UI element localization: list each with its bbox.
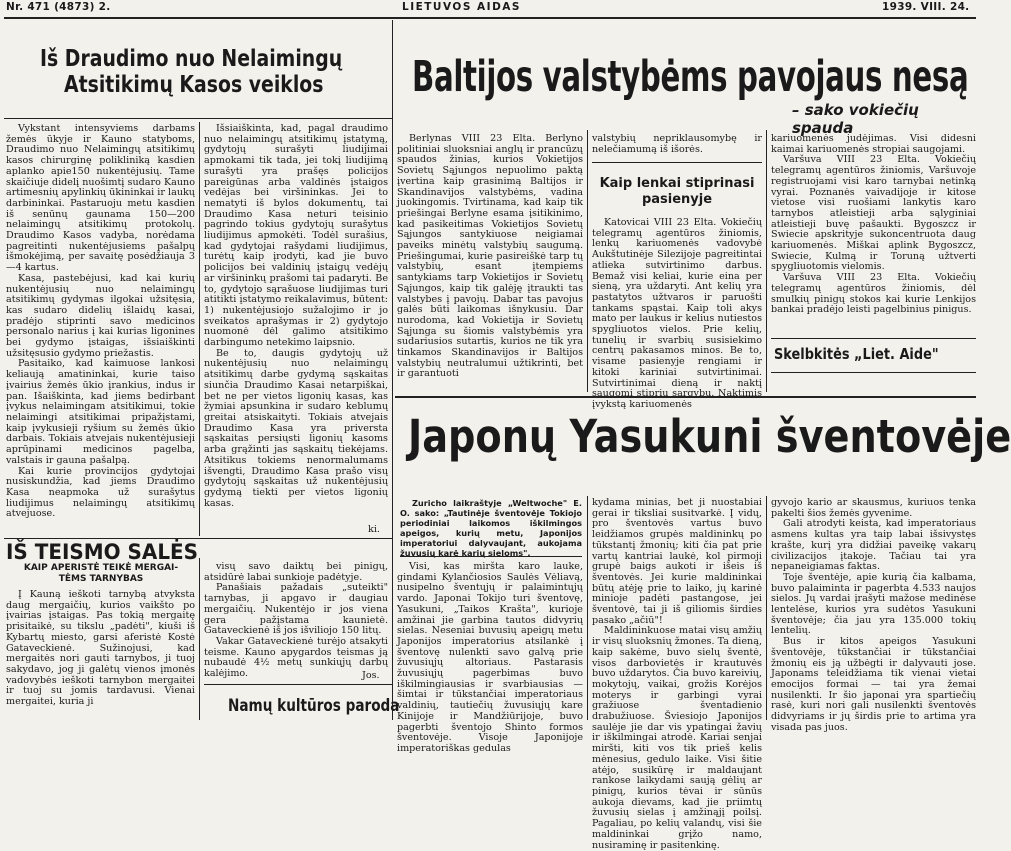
- column-divider: [199, 122, 200, 536]
- court-column-1: [6, 590, 195, 720]
- subhead-line: pasienyje: [641, 192, 713, 207]
- paragraph: Bus ir kitos apeigos Yasukuni šventovėje, tūkstančiai ir tūkstančiai žmonių eis ją užbėgti ir dalyvauti jose. Japonams teleidžiama tik vienai vietai emocijos formai — tai yra žemai nusilenkti. Ir šio japonai yra spartiečių rasė, kuri nori gali nusilenkti šventovės didvyriams ir jų širdis prie to artima yra visada pas juos.: [771, 636, 976, 733]
- issue-number: Nr. 471 (4873) 2.: [6, 1, 111, 13]
- poles-subheadline: [592, 176, 762, 208]
- headline-line: Iš Draudimo nuo Nelaimingų: [40, 46, 343, 72]
- paragraph: Kasa, pastebėjusi, kad kai kurių nukentėjusių nuo nelaimingų atsitikimų gydymas ilgokai užsitęsia, kas sudaro didelių išlaidų kasai, pradėjo stiprinti savo medicinos personalo narius į kai kurias ligonines bei gydymo įstaigas, išsiaiškinti užsitęsusio gydymo priežastis.: [6, 272, 195, 359]
- section-rule: [4, 538, 392, 539]
- paragraph: Varšuva VIII 23 Elta. Vokiečių telegramų agentūros žiniomis, dėl smulkių pinigų stokos kai kurie Lenkijos bankai pradėjo leisti pagelbinius pinigus.: [771, 272, 976, 316]
- court-section-title: IŠ TEISMO SALĖS: [6, 540, 199, 564]
- advertise-banner: Skelbkitės „Liet. Aide": [774, 345, 939, 363]
- paragraph: Katovicai VIII 23 Elta. Vokiečių telegramų agentūros žiniomis, lenkų kariuomenės vadovybė Aukštutinėje Silezijoje pagreitintai atlieka sutvirtinimo darbus. Bemaž visi keliai, kurie eina per sieną, yra uždaryti. Ant kelių yra pastatytos užtvaros ir paruošti tankams spąstai. Kaip toli akys mato per laukus ir kelius nutiestos spygliuotos vielos. Prie kelių, tunelių ir svarbių susisiekimo centrų pakasamos minos. Be to, visame pasienyje rengiami ir kitoki kariniai sutvirtinimai. Sutvirtinimai dieną ir naktį saugomi stiprių sargybų. Naktimis įvykstą kariuomenės: [592, 217, 762, 410]
- subhead-line: Kaip lenkai stiprinasi: [599, 176, 755, 191]
- column-divider: [587, 496, 588, 720]
- issue-date: 1939. VIII. 24.: [882, 1, 970, 13]
- masthead-rule: [4, 17, 976, 19]
- paragraph: Maldininkuose matai visų amžių ir visų sluoksnių žmones. Ta dieną, kaip sakėme, buvo sielų šventė, visos darbovietės ir krautuvės buvo uždarytos. Čia buvo kareivių, mokytojų, vaikai, grožis Korėjos moterys ir garbingi vyrai gražiuose šventadienio drabužiuose. Šviesiojo Japonijos saulėje jie dar vis ypatingai žavių ir iškilmingai atrodė. Kariai senjai miršti, kiti vos tik prieš kelis mėnesius, gedulo laike. Visi šitie atėjo, susikūrę ir maldaujant rankose laikydami saują gėlių ar pinigų, kurios tėvai ir sūnūs aukoja dievams, kad jie priimtų žuvusių sielas į amžinąjį poilsį. Pagaliau, po kelių valandų, visi šie maldininkai grįžo namo, nusiraminę ir pasitenkinę.: [592, 625, 762, 851]
- insurance-signature: ki.: [368, 524, 380, 535]
- baltic-column-3: [771, 134, 976, 336]
- newspaper-name: LIETUVOS AIDAS: [402, 1, 521, 13]
- paragraph: Visi, kas miršta karo lauke, gindami Kylančiosios Saulės Vėliavą, nusipelno šventųjų ir palaimintųjų vardo. Japonai Tokijo turi šventovę, Yasukuni, „Taikos Krašta", kurioje amžinai jie garbina tautos didvyrių sielas. Neseniai buvusių apeigų metu Japonijos imperatorius atsilankė į šventovę nulenkti savo galvą prie žuvusiųjų altoriaus. Pastarasis žuvusiųjų pagerbimas buvo iškilmingiausias ir svarbiausias — šimtai ir tūkstančiai imperatoriaus valdinių, tautiečių žuvusiųjų kare Kinijoje ir Mandžiūrijoje, buvo pagerbti šventojo Shinto formos šventovėje. Visoje Japonijoje imperatoriškas gedulas: [397, 561, 583, 754]
- paragraph: gyvojo kario ar skausmus, kuriuos tenka pakelti šios žemės gyvenime.: [771, 497, 976, 519]
- column-divider: [587, 130, 588, 392]
- paragraph: Toje šventėje, apie kurią čia kalbama, buvo palaiminta ir pagerbta 4.533 naujos sielos. Jų vardai įrašyti mažose medinėse lentelėse, kurios yra sudėtos Yasukuni šventovėje; čia jau yra 135.000 tokių lentelių.: [771, 571, 976, 637]
- paragraph: kydama minias, bet ji nuostabiai gerai ir tiksliai susitvarkė. Į vidų, pro šventovės vartus buvo leidžiamos grupės maldininkų po tūkstantį žmonių; kiti čia pat prie vartų kantriai laukė, kol pirmoji grupė baigs aukoti ir išeis iš šventovės. Jei kurie maldininkai būtų atėję prie to laiko, jų karinė minioje padėti pastangose, jei šventovė, tai ji iš giliomis širdies pasako „ačiū"!: [592, 497, 762, 626]
- paragraph: visų savo daiktų bei pinigų, atsidūrė labai sunkioje padėtyje.: [204, 561, 388, 583]
- japan-column-1: [397, 561, 583, 754]
- column-divider: [199, 558, 200, 720]
- baltic-column-2-top: [592, 134, 762, 158]
- paragraph: Išsiaiškinta, kad, pagal draudimo nuo nelaimingų atsitikimų įstatymą, gydytojų surašyti liudijimai apmokami tik tada, jei tokį liudijimą surašyti yra prašęs policijos pareigūnas arba valdinės įstaigos vedėjas bei viršininkas. Jei to nematyti iš bylos dokumentų, tai Draudimo Kasa neturi teisinio pagrindo tokius gydytojų surašytus liudijimus apmokėti. Todėl surašius, kad gydytojai rašydami liudijimus, turėtų kaip įrodyti, kad jie buvo policijos bei valdinių įstaigų vedėjų ar viršininkų prašomi tai padaryti. Be to, gydytojo sąrašuose liudijimas turi atitikti įstatymo reikalavimus, būtent: 1) nukentėjusiojo sužalojimo ir jo sveikatos aprašymas ir 2) gydytojo nuomonė dėl galimo atsitikimo darbingumo netekimo laipsnio.: [204, 123, 388, 349]
- japan-intro: [400, 498, 582, 558]
- baltic-subheadline: – sako vokiečių spauda: [792, 101, 919, 137]
- paragraph: Kai kurie provincijos gydytojai nusiskundžia, kad jiems Draudimo Kasa neapmoka už surašytus liudijimus nelaimingų atsitikimų atvejuose.: [6, 465, 195, 520]
- paragraph: Varšuva VIII 23 Elta. Vokiečių telegramų agentūros žiniomis, Varšuvoje registruojami visi karo tarnybai netinką vyrai. Poznanės vaivadijoje ir kitose vietose visi ruošiami lankytis karo tarnybos atleistieji arba sąlyginiai atleistieji buvę pašaukti. Bygoszcz ir Swiecie apskrityje sukoncentruota daug kariuomenės. Miškai aplink Bygoszcz, Swiecie, Kulmą ir Toruną užtverti spygliuotomis vielomis.: [771, 154, 976, 273]
- paragraph: Į Kauną ieškoti tarnybą atvyksta daug mergaičių, kurios vaikšto po įvairias įstaigas. Pas tokią mergaitę prisitaikė, su tikslu „padėti", kiuši iš Kybartų miesto, garsi aferistė Kostė Gataveckienė. Sužinojusi, kad mergaitės nori gauti tarnybos, ji tuoj sakydavo, jog ji galėtų vienos įmonės vadovybės ieškoti tarnybon mergaitei ir tuoj su jomis tardavusi. Vienai mergaitei, kuria ji: [6, 589, 195, 708]
- baltic-headline: Baltijos valstybėms pavojaus nesą: [412, 52, 969, 102]
- subsection-rule: [592, 162, 762, 163]
- column-divider: [766, 130, 767, 392]
- paragraph: Pasitaiko, kad kaimuose lankosi keliaują amatininkai, kurie taiso įvairius žemės ūkio įrankius, indus ir pan. Išaiškinta, kad jiems bedirbant įvykus nelaimingam atsitikimui, tokie nelaimingi atsitikimai pripažįstami, kaip įvykusieji ryšium su žemės ūkio darbais. Tokiais atvejais nukentėjusieji aprūpinami medicinos pagelba, valstais ir gauna pašalpą.: [6, 358, 195, 466]
- insurance-headline: [40, 46, 342, 72]
- insurance-column-1: [6, 124, 195, 536]
- ad-rule: [771, 338, 976, 339]
- column-divider: [766, 496, 767, 720]
- paragraph: Panašiais pažadais „suteikti" tarnybas, ji apgavo ir daugiau mergaičių. Nukentėjo ir jos viena gera pažįstama kaunietė. Gataveckienė iš jos išviliojo 150 litų.: [204, 582, 388, 637]
- baltic-column-1: [397, 134, 583, 392]
- intro-rule: [400, 556, 582, 557]
- headline-line: Atsitikimų Kasos veiklos: [64, 72, 324, 98]
- subhead-line: KAIP APERISTĖ TEIKĖ MERGAI-: [23, 563, 179, 573]
- section-rule: [204, 684, 392, 685]
- paragraph: Zuricho laikraštyje „Weltwoche" E. O. sako: „Tautinėje šventovėje Tokiojo periodiniai laikomos iškilmingos apeigos, kurių metu, Japonijos imperatoriui dalyvaujant, aukojama žuvusių karė karių sieloms".: [400, 498, 582, 558]
- paragraph: valstybių nepriklausomybę ir nelečiamumą iš išorės.: [592, 133, 762, 155]
- paragraph: Gali atrodyti keista, kad imperatoriaus asmens kultas yra taip labai išsivystęs krašte, kurį yra didžiai paveikę vakarų civilizacijos įtakoje. Tačiau tai yra nepaneigiamas faktas.: [771, 518, 976, 573]
- paragraph: Be to, daugis gydytojų už nukentėjusių nuo nelaimingų atsitikimų darbe gydymą sąskaitas siunčia Draudimo Kasai netarpiškai, bet ne per vietos ligonių kasas, kas žymiai apsunkina ir sudaro keblumų greitai atsiskaityti. Tokiais atvejais Draudimo Kasa yra priversta sąskaitas persiųsti ligonių kasoms arba grąžinti jas sąskaitų tiekėjams. Atsitikus tokiems nenormalumams išvengti, Draudimo Kasa prašo visų gydytojų sąskaitas už nukentėjusių gydymą tiekti per vietos ligonių kasas.: [204, 347, 388, 509]
- court-subheadline: [6, 563, 196, 585]
- section-rule: [395, 396, 976, 398]
- paragraph: Berlynas VIII 23 Elta. Berlyno politiniai sluoksniai anglų ir prancūzų spaudos žinias, kurios Vokietijos Sovietų Sąjungos nepuolimo paktą įvertina kaip grasinimą Baltijos ir Skandinavijos valstybėms, vadina juokingomis. Tvirtinama, kad kaip tik priešingai Berlyne esama įsitikinimo, kad pasikeitimas Vokietijos Sovietų Sąjungos santykiuose neigiamai paveiks minėtų valstybių saugumą. Priešingumai, kurie pasireiškė tarp tų valstybių, esant įtempiems santykiams tarp Vokietijos ir Sovietų Sąjungos, kaip tik galėję įtraukti tas valstybes į pavojų. Dabar tas pavojus galės būti laikomas išnykusiu. Dar nurodoma, kad Vokietija ir Sovietų Sąjunga su šiomis valstybėmis yra sudariusios sutartis, kurios ne tik yra tinkamos Skandinavijos ir Baltijos valstybių neutralumui užtikrinti, bet ir garantuoti: [397, 133, 583, 380]
- ad-rule: [771, 372, 976, 373]
- insurance-headline-2: [64, 72, 323, 98]
- paragraph: kariuomenės judėjimas. Visi didesni kaimai kariuomenės stropiai saugojami.: [771, 133, 976, 155]
- paragraph: Vakar Gataveckienė turėjo atsakyti teisme. Kauno apygardos teismas ją nubaudė 4½ metų sunkiųjų darbų kalėjimo.: [204, 635, 388, 680]
- japan-column-3: [771, 497, 976, 733]
- court-column-2: [204, 562, 388, 678]
- subhead-line: TĖMS TARNYBAS: [58, 574, 144, 584]
- insurance-column-2: [204, 124, 388, 524]
- court-signature: Jos.: [362, 670, 380, 681]
- japan-column-2: [592, 497, 762, 851]
- baltic-column-2: [592, 217, 762, 410]
- paragraph: Vykstant intensyviems darbams žemės ūkyje ir Kauno statyboms, Draudimo nuo Nelaimingų atsitikimų kasos chirurginę polikliniką kasdien aplanko apie150 nukentėjusių. Tame skaičiuje didelį nuošimtį sudaro Kauno artimesnių apylinkių ūkininkai ir laukų darbininkai. Pastaruoju metu kasdien iš senūnų gaunama 150—200 nelaimingų atsitikimų protokolų. Draudimo Kasos vadyba, norėdama pagreitinti nukentėjusiems pašalpų išmokėjimą, per savaitę posėdžiauja 3—4 kartus.: [6, 123, 195, 274]
- japan-headline: Japonų Yasukuni šventovėje: [408, 410, 1011, 463]
- headline-rule: [4, 118, 392, 119]
- column-divider: [392, 20, 393, 720]
- next-article-title: Namų kultūros paroda: [228, 696, 400, 716]
